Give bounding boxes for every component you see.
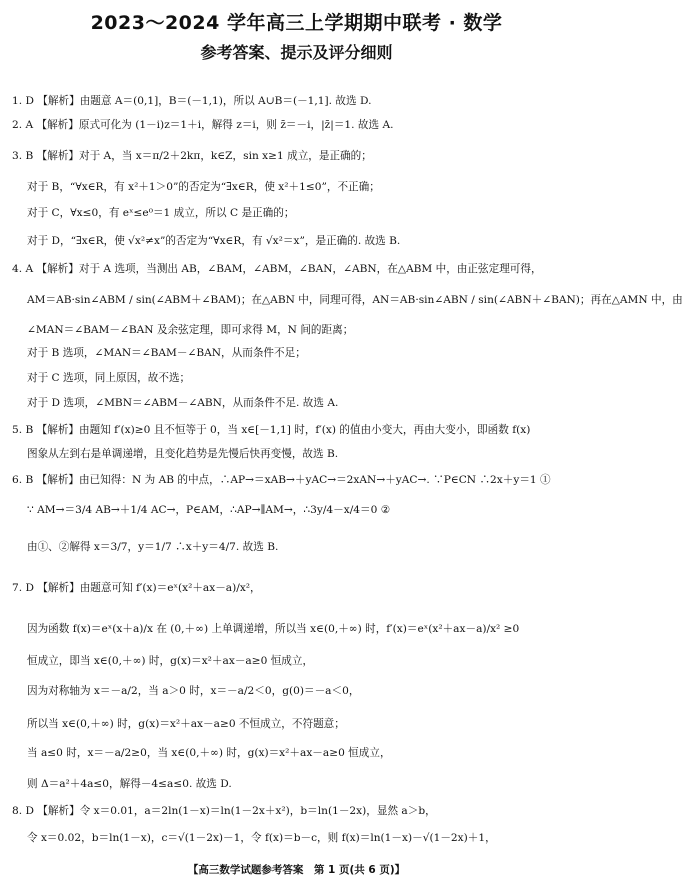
answer-line: ∠MAN＝∠BAM－∠BAN 及余弦定理，即可求得 M，N 间的距离； bbox=[27, 324, 354, 336]
answer-line: 5. B 【解析】由题知 f′(x)≥0 且不恒等于 0，当 x∈[－1,1] 时，f′(x) 的值由小变大，再由大变小，即函数 f(x) bbox=[12, 424, 531, 436]
answer-line: 1. D 【解析】由题意 A＝(0,1]，B＝(－1,1)，所以 A∪B＝(－1,1]. 故选 D. bbox=[12, 95, 372, 107]
answer-line: 对于 D 选项，∠MBN＝∠ABM－∠ABN，从而条件不足. 故选 A. bbox=[27, 397, 339, 409]
answer-line: 对于 B，“∀x∈R，有 x²＋1＞0”的否定为“∃x∈R，使 x²＋1≤0”，不正确； bbox=[27, 181, 380, 193]
page-footer: 【高三数学试题参考答案 第 1 页(共 6 页)】 bbox=[187, 864, 406, 876]
answer-line: 因为对称轴为 x＝－a/2，当 a＞0 时，x＝－a/2＜0，g(0)＝－a＜0， bbox=[27, 685, 360, 697]
answer-line: 当 a≤0 时，x＝－a/2≥0，当 x∈(0,＋∞) 时，g(x)＝x²＋ax－a≥0 恒成立， bbox=[27, 747, 391, 759]
answer-line: 对于 B 选项，∠MAN＝∠BAM－∠BAN，从而条件不足； bbox=[27, 347, 306, 359]
page-subtitle: 参考答案、提示及评分细则 bbox=[200, 43, 393, 62]
answer-line: 恒成立，即当 x∈(0,＋∞) 时，g(x)＝x²＋ax－a≥0 恒成立， bbox=[27, 655, 314, 667]
answer-line: 由①、②解得 x＝3/7，y＝1/7 ∴x＋y＝4/7. 故选 B. bbox=[27, 541, 279, 553]
answer-line: 则 Δ＝a²＋4a≤0，解得－4≤a≤0. 故选 D. bbox=[27, 778, 232, 790]
answer-line: ∵ AM→＝3/4 AB→＋1/4 AC→，P∈AM，∴AP→∥AM→，∴3y/4－x/4＝0 ② bbox=[27, 504, 391, 516]
answer-line: 8. D 【解析】令 x＝0.01，a＝2ln(1－x)＝ln(1－2x＋x²)，b＝ln(1－2x)，显然 a＞b， bbox=[12, 805, 436, 817]
answer-line: 所以当 x∈(0,＋∞) 时，g(x)＝x²＋ax－a≥0 不恒成立，不符题意； bbox=[27, 718, 345, 730]
answer-line: 2. A 【解析】原式可化为 (1－i)z＝1＋i，解得 z＝i，则 z̄＝－i，|z̄|＝1. 故选 A. bbox=[12, 119, 394, 131]
answer-line: 对于 C，∀x≤0，有 eˣ≤e⁰＝1 成立，所以 C 是正确的； bbox=[27, 207, 295, 219]
answer-line: 图象从左到右是单调递增，且变化趋势是先慢后快再变慢，故选 B. bbox=[27, 448, 339, 460]
answer-line: 对于 C 选项，同上原因，故不选； bbox=[27, 372, 191, 384]
answer-line: 令 x＝0.02，b＝ln(1－x)，c＝√(1－2x)－1，令 f(x)＝b－c，则 f(x)＝ln(1－x)－√(1－2x)＋1， bbox=[27, 832, 496, 844]
answer-line: AM＝AB·sin∠ABM / sin(∠ABM＋∠BAM)；在△ABN 中，同理可得，AN＝AB·sin∠ABN / sin(∠ABN＋∠BAN)；再在△AMN 中，由 bbox=[27, 294, 683, 306]
answer-line: 7. D 【解析】由题意可知 f′(x)＝eˣ(x²＋ax－a)/x²， bbox=[12, 582, 261, 594]
answer-line: 因为函数 f(x)＝eˣ(x＋a)/x 在 (0,＋∞) 上单调递增，所以当 x∈(0,＋∞) 时，f′(x)＝eˣ(x²＋ax－a)/x² ≥0 bbox=[27, 623, 520, 635]
answer-line: 对于 D，“∃x∈R，使 √x²≠x”的否定为“∀x∈R，有 √x²＝x”，是正确的. 故选 B. bbox=[27, 235, 401, 247]
answer-line: 4. A 【解析】对于 A 选项，当测出 AB，∠BAM，∠ABM，∠BAN，∠ABN，在△ABM 中，由正弦定理可得， bbox=[12, 263, 542, 275]
answer-line: 6. B 【解析】由已知得：N 为 AB 的中点，∴AP→＝xAB→＋yAC→＝2xAN→＋yAC→. ∵P∈CN ∴2x＋y＝1 ① bbox=[12, 474, 551, 486]
answer-line: 3. B 【解析】对于 A，当 x＝π/2＋2kπ，k∈Z，sin x≥1 成立，是正确的； bbox=[12, 150, 372, 162]
page-title: 2023～2024 学年高三上学期期中联考 · 数学 bbox=[90, 12, 503, 34]
